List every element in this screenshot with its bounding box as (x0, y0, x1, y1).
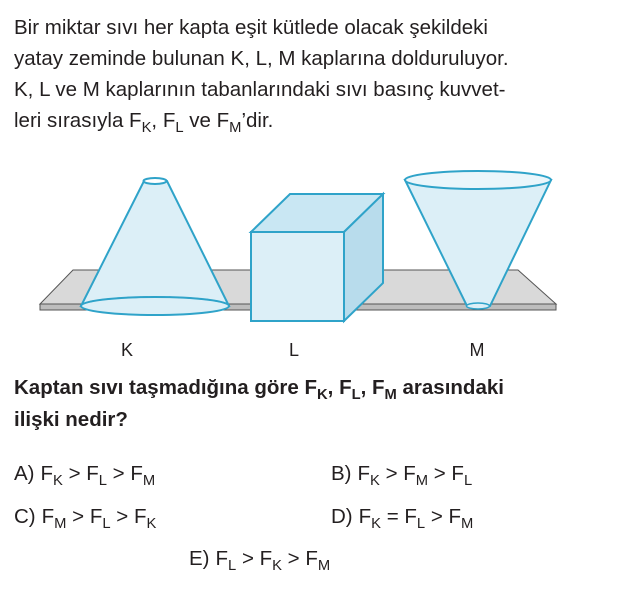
option-text: > F (66, 505, 103, 528)
option-label: A) (14, 462, 35, 485)
subscript: L (416, 516, 426, 533)
intro-text: , F (151, 109, 176, 132)
option-text: > F (379, 462, 416, 485)
option-c[interactable] (14, 505, 157, 533)
question-part: , F (327, 376, 352, 399)
subscript: L (351, 387, 361, 404)
intro-text: leri sırasıyla F (14, 109, 142, 132)
option-text: F (215, 547, 229, 570)
option-text: > F (236, 547, 273, 570)
option-text: F (357, 462, 371, 485)
option-a[interactable] (14, 462, 156, 490)
problem-statement (14, 12, 614, 136)
option-text: F (41, 505, 55, 528)
subscript: M (415, 473, 429, 490)
subscript: M (142, 473, 156, 490)
option-text: > F (110, 505, 147, 528)
intro-line-4 (14, 105, 614, 136)
option-b[interactable] (331, 462, 473, 490)
option-label: D) (331, 505, 353, 528)
intro-text: ve F (183, 109, 230, 132)
question-part: arasındaki (396, 376, 504, 399)
container-l (251, 194, 383, 321)
option-label: C) (14, 505, 36, 528)
containers-figure (0, 168, 628, 368)
option-label: E) (189, 547, 210, 570)
option-text: > F (62, 462, 99, 485)
option-text: > F (428, 462, 464, 485)
label-k: K (120, 340, 134, 360)
option-text: > F (425, 505, 462, 528)
option-text: > F (106, 462, 143, 485)
question-part: , F (360, 376, 385, 399)
question-line-1 (14, 372, 614, 404)
subscript: M (54, 516, 67, 533)
intro-line-3: K, L ve M kaplarının tabanlarındaki sıvı basınç kuvvet- (14, 78, 506, 101)
option-e[interactable] (189, 547, 331, 575)
subscript: L (98, 473, 107, 490)
intro-text: ’dir. (241, 109, 274, 132)
label-l: L (288, 340, 300, 360)
subscript: L (102, 516, 111, 533)
option-d[interactable] (331, 505, 474, 533)
containers-svg (0, 168, 628, 368)
option-text: F (40, 462, 54, 485)
option-label: B) (331, 462, 352, 485)
subscript: K (141, 120, 152, 137)
subscript: M (461, 516, 474, 533)
option-text: = F (381, 505, 417, 528)
intro-line-1: Bir miktar sıvı her kapta eşit kütlede olacak şekildeki (14, 16, 488, 39)
container-k (81, 178, 229, 315)
question-line-2: ilişki nedir? (14, 408, 128, 431)
question-part: Kaptan sıvı taşmadığına göre F (14, 376, 318, 399)
subscript: L (463, 473, 473, 490)
option-text: F (358, 505, 372, 528)
option-text: > F (281, 547, 318, 570)
subscript: K (317, 387, 328, 404)
subscript: K (371, 516, 382, 533)
subscript: K (53, 473, 63, 490)
subscript: L (228, 558, 237, 575)
subscript: K (272, 558, 282, 575)
subscript: L (175, 120, 184, 137)
subscript: K (146, 516, 157, 533)
subscript: M (317, 558, 331, 575)
label-m: M (469, 340, 485, 360)
subscript: K (370, 473, 380, 490)
subscript: M (229, 120, 242, 137)
question-text (14, 372, 614, 436)
subscript: M (384, 387, 397, 404)
intro-line-2: yatay zeminde bulunan K, L, M kaplarına dolduruluyor. (14, 47, 509, 70)
